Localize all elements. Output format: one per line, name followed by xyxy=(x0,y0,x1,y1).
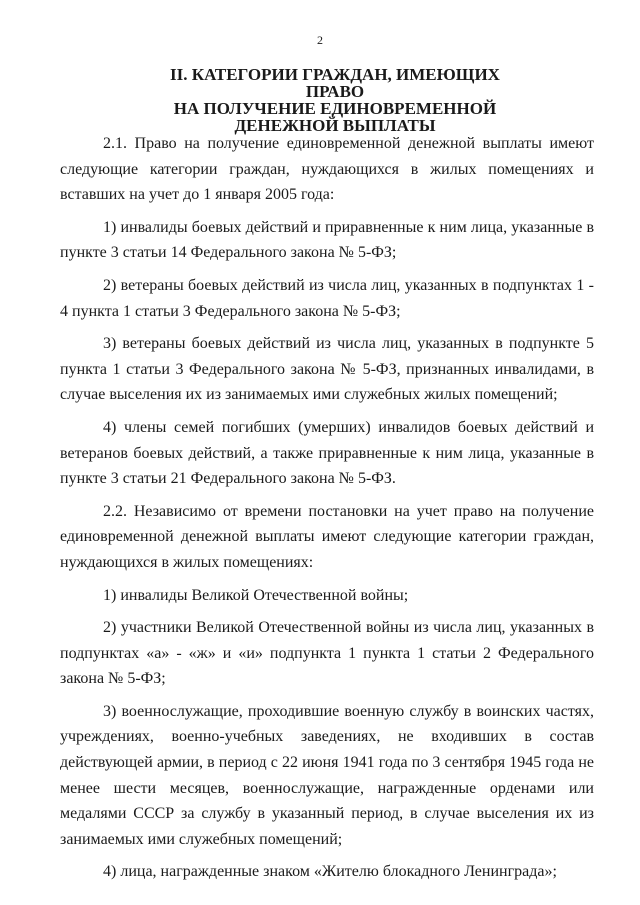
list-item: 2) участники Великой Отечественной войны из числа лиц, указанных в подпунктах «а» - «ж» и «и» подпункта 1 пункта 1 статьи 2 Федерального закона № 5-ФЗ; xyxy=(60,619,594,688)
section-title-line: II. КАТЕГОРИИ ГРАЖДАН, ИМЕЮЩИХ ПРАВО xyxy=(170,65,500,101)
document-body xyxy=(60,131,594,892)
page-number: 2 xyxy=(317,33,323,47)
section-title-line: НА ПОЛУЧЕНИЕ ЕДИНОВРЕМЕННОЙ xyxy=(173,99,497,118)
list-item: 3) военнослужащие, проходившие военную службу в воинских частях, учреждениях, военно-учебных заведениях, не входивших в состав действующей армии, в период с 22 июня 1941 года по 3 сентября 1945 года не менее шести месяцев, военнослужащие, награжденные орденами или медалями СССР за службу в указанный период, в случае выселения их из занимаемых ими служебных помещений; xyxy=(60,702,594,848)
list-item: 1) инвалиды боевых действий и приравненные к ним лица, указанные в пункте 3 статьи 14 Федерального закона № 5-ФЗ; xyxy=(60,218,594,262)
section-title xyxy=(150,66,520,134)
list-item: 2) ветераны боевых действий из числа лиц, указанных в подпунктах 1 - 4 пункта 1 статьи 3 Федерального закона № 5-ФЗ; xyxy=(60,276,594,320)
list-item: 1) инвалиды Великой Отечественной войны; xyxy=(103,586,409,604)
paragraph-2-1: 2.1. Право на получение единовременной денежной выплаты имеют следующие категории граждан, нуждающихся в жилых помещениях и вставших на учет до 1 января 2005 года: xyxy=(60,135,594,204)
list-item: 3) ветераны боевых действий из числа лиц, указанных в подпункте 5 пункта 1 статьи 3 Федерального закона № 5-ФЗ, признанных инвалидами, в случае выселения их из занимаемых ими служебных жилых помещений; xyxy=(60,335,594,404)
list-item: 4) лица, награжденные знаком «Жителю блокадного Ленинграда»; xyxy=(103,863,557,881)
paragraph-2-2: 2.2. Независимо от времени постановки на учет право на получение единовременной денежной выплаты имеют следующие категории граждан, нуждающихся в жилых помещениях: xyxy=(60,502,594,571)
list-item: 4) члены семей погибших (умерших) инвалидов боевых действий и ветеранов боевых действий, а также приравненные к ним лица, указанные в пункте 3 статьи 21 Федерального закона № 5-ФЗ. xyxy=(60,418,594,488)
section-title-line: ДЕНЕЖНОЙ ВЫПЛАТЫ xyxy=(234,116,436,135)
